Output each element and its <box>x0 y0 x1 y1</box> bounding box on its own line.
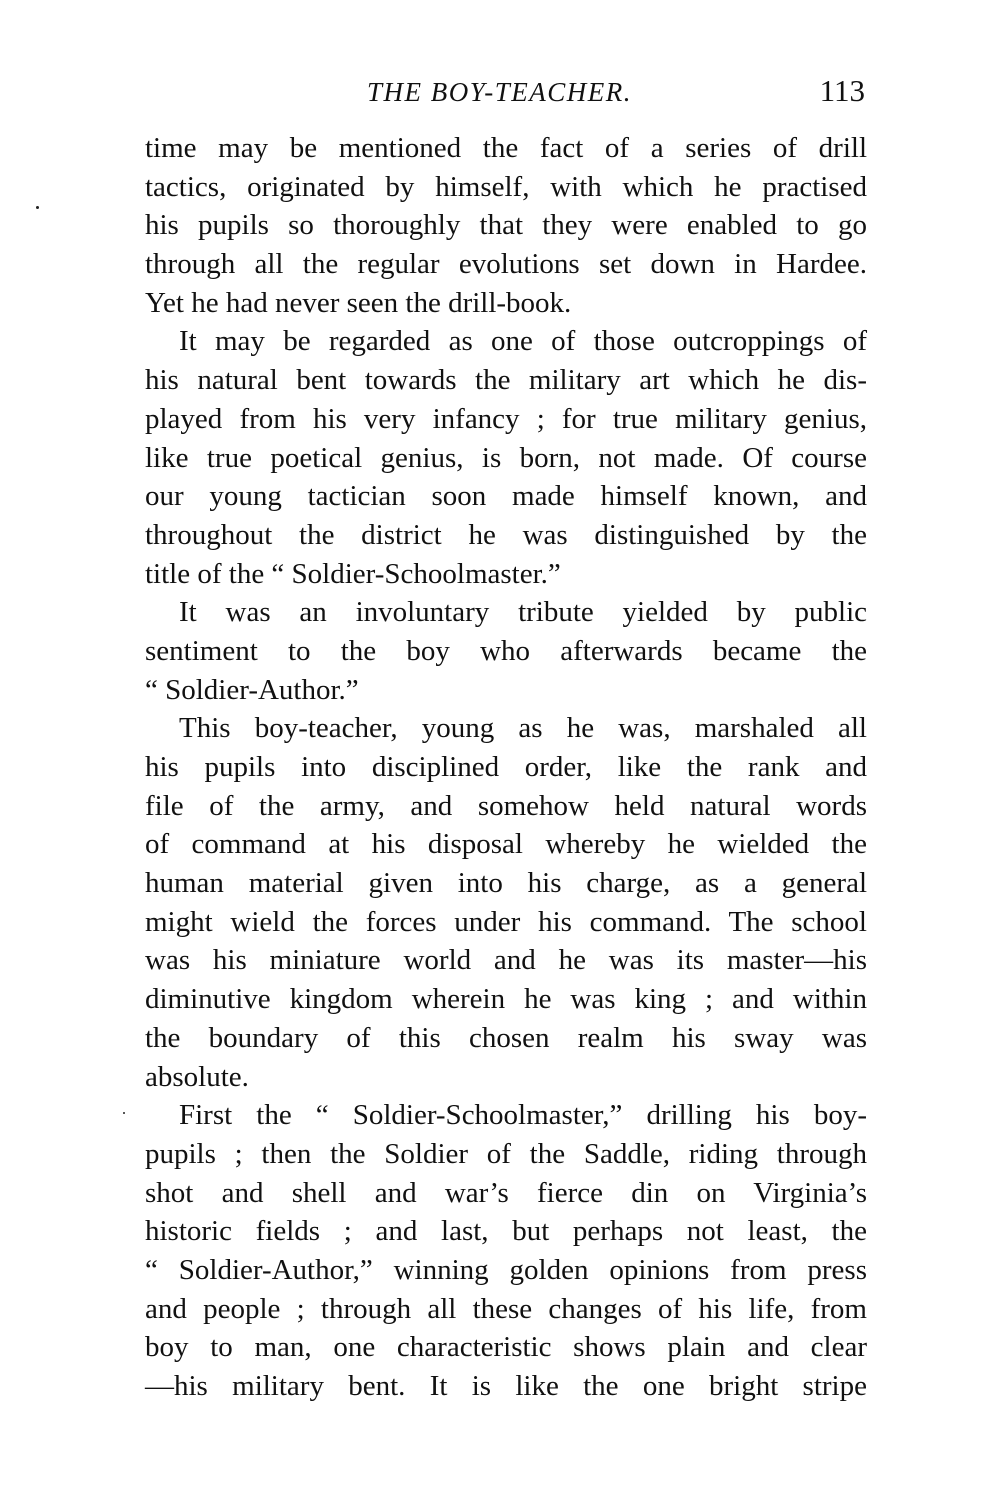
paper-speck <box>36 206 39 209</box>
text-line: file of the army, and somehow held natural words <box>145 789 867 822</box>
text-line: our young tactician soon made himself known, and <box>145 480 867 513</box>
text-line: of command at his disposal whereby he wielded the <box>145 828 867 861</box>
text-line: pupils ; then the Soldier of the Saddle, riding through <box>145 1137 867 1170</box>
text-line: his natural bent towards the military art which he dis- <box>145 364 867 397</box>
text-line: his pupils so thoroughly that they were enabled to go <box>145 209 867 242</box>
text-line: “ Soldier-Author,” winning golden opinions from press <box>145 1253 867 1286</box>
text-line: the boundary of this chosen realm his sway was <box>145 1021 867 1054</box>
text-line: through all the regular evolutions set down in Hardee. <box>145 248 867 281</box>
text-line: his pupils into disciplined order, like the rank and <box>145 751 867 783</box>
text-line: historic fields ; and last, but perhaps not least, the <box>145 1215 867 1248</box>
text-line: throughout the district he was distinguished by the <box>145 518 867 551</box>
text-line: human material given into his charge, as a general <box>145 867 867 900</box>
text-line: and people ; through all these changes of his life, from <box>145 1292 867 1325</box>
text-line: played from his very infancy ; for true military genius, <box>145 402 867 435</box>
text-line: Yet he had never seen the drill-book. <box>145 286 572 319</box>
paragraph-first-line: It may be regarded as one of those outcroppings of <box>179 325 867 358</box>
paper-speck <box>123 1112 125 1114</box>
text-line: was his miniature world and he was its master—his <box>145 944 867 977</box>
text-line: like true poetical genius, is born, not made. Of course <box>145 441 867 474</box>
paragraph-first-line: This boy-teacher, young as he was, marshaled all <box>179 712 867 745</box>
running-title: THE BOY-TEACHER. <box>367 77 632 107</box>
paragraph-first-line: It was an involuntary tribute yielded by public <box>179 596 867 629</box>
text-line: “ Soldier-Author.” <box>145 673 359 706</box>
text-line: shot and shell and war’s fierce din on Virginia’s <box>145 1176 867 1209</box>
text-line: diminutive kingdom wherein he was king ; and within <box>145 983 867 1016</box>
text-line: sentiment to the boy who afterwards became the <box>145 634 867 667</box>
text-line: time may be mentioned the fact of a series of drill <box>145 132 867 164</box>
text-line: tactics, originated by himself, with which he practised <box>145 170 867 203</box>
paragraph-first-line: First the “ Soldier-Schoolmaster,” drilling his boy- <box>179 1099 867 1132</box>
text-line: boy to man, one characteristic shows plain and clear <box>145 1331 867 1364</box>
text-line: absolute. <box>145 1060 249 1093</box>
text-line: might wield the forces under his command. The school <box>145 905 867 938</box>
running-head <box>145 74 865 114</box>
page-number: 113 <box>819 73 865 108</box>
text-line: title of the “ Soldier-Schoolmaster.” <box>145 557 561 590</box>
body-text <box>145 129 867 1406</box>
text-line: —his military bent. It is like the one bright stripe <box>145 1370 867 1402</box>
